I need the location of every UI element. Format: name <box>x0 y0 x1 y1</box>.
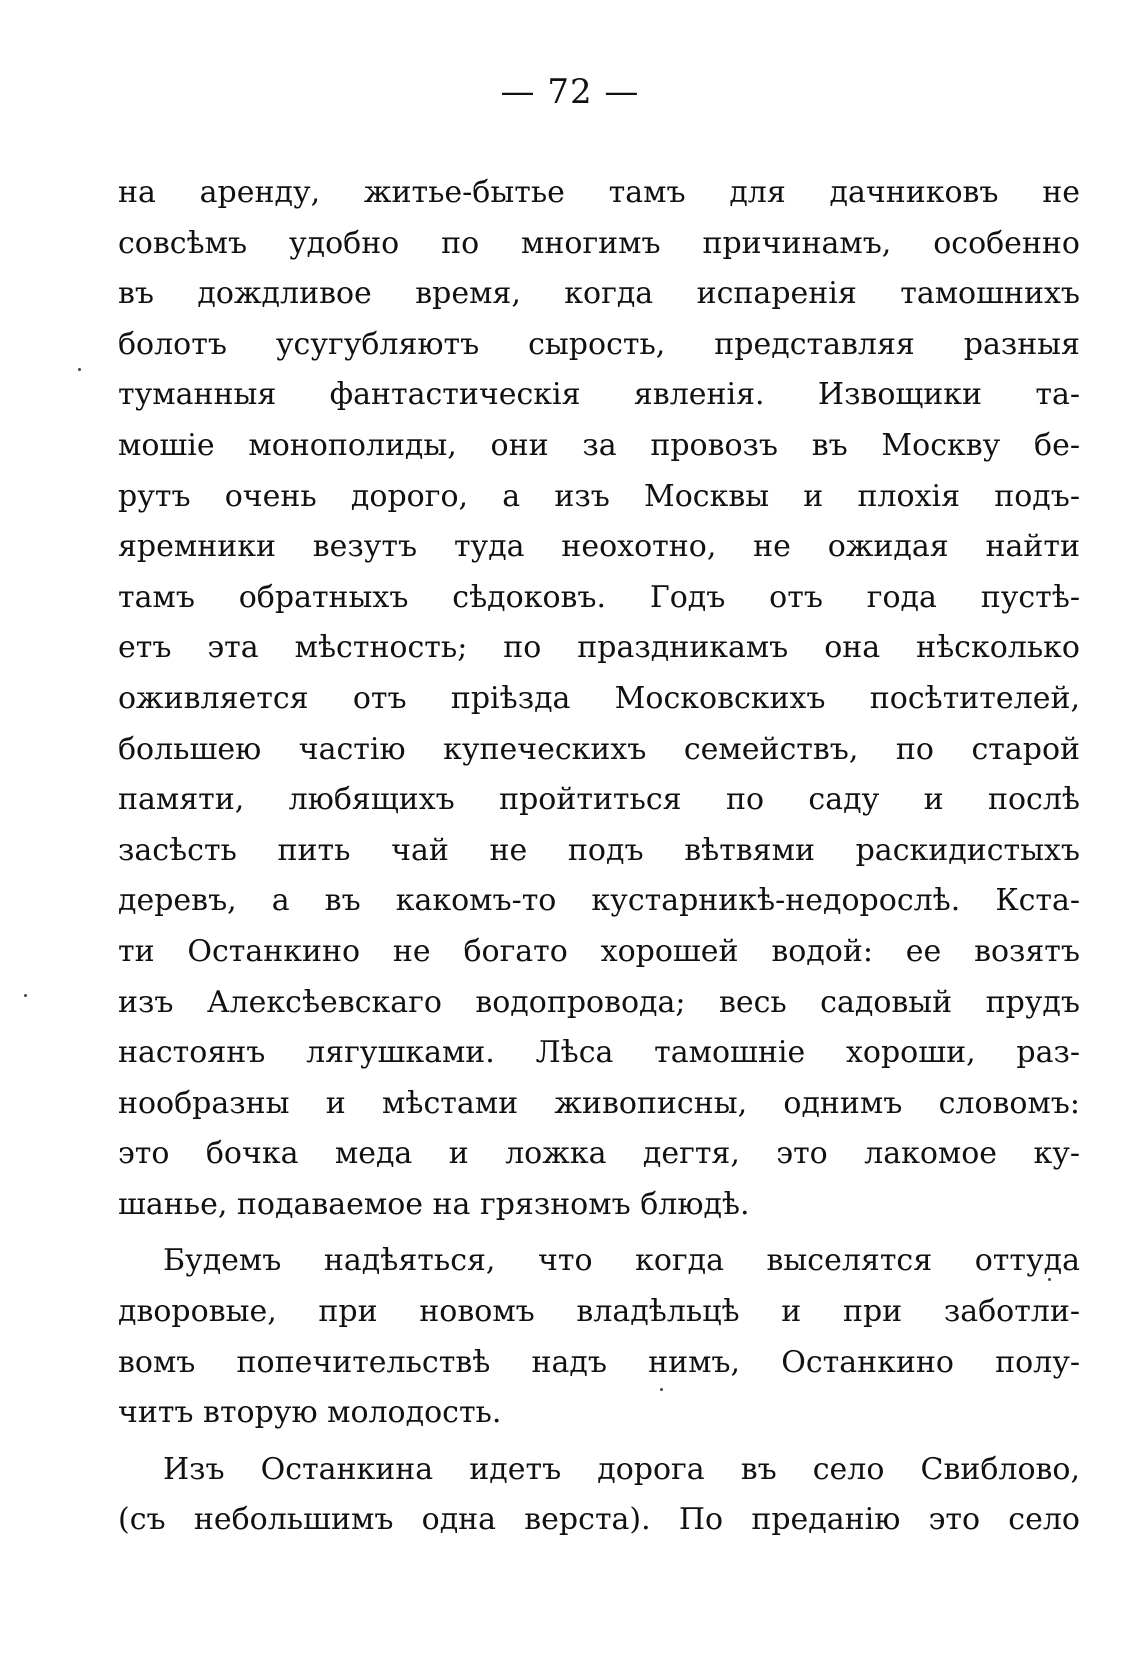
print-speck <box>660 1388 663 1391</box>
text-line: шанье, подаваемое на грязномъ блюдѣ. <box>118 1186 750 1222</box>
page-number: — 72 — <box>500 72 640 112</box>
paragraph-1 <box>118 168 1080 1230</box>
print-speck <box>78 368 81 371</box>
text-line: ти Останкино не богато хорошей водой: ее возятъ <box>118 933 1080 969</box>
text-line: изъ Алексѣевскаго водопровода; весь садовый прудъ <box>118 984 1080 1020</box>
text-line: (съ небольшимъ одна верста). По преданію это село <box>118 1502 1080 1538</box>
text-line: на аренду, житье-бытье тамъ для дачниковъ не <box>118 175 1080 210</box>
text-line: настоянъ лягушками. Лѣса тамошніе хороши, раз- <box>118 1035 1080 1071</box>
text-line: мошіе монополиды, они за провозъ въ Москву бе- <box>118 427 1080 463</box>
text-line: оживляется отъ пріѣзда Московскихъ посѣтителей, <box>118 680 1080 716</box>
text-line: нообразны и мѣстами живописны, однимъ словомъ: <box>118 1085 1080 1121</box>
text-line: яремники везутъ туда неохотно, не ожидая найти <box>118 529 1080 565</box>
body-text <box>118 168 1080 1546</box>
text-line: дворовые, при новомъ владѣльцѣ и при заботли- <box>118 1294 1080 1330</box>
text-line: памяти, любящихъ пройтиться по саду и послѣ <box>118 782 1080 818</box>
text-line: тамъ обратныхъ сѣдоковъ. Годъ отъ года пустѣ- <box>118 579 1080 615</box>
text-line: это бочка меда и ложка дегтя, это лакомое ку- <box>118 1136 1080 1172</box>
text-line: совсѣмъ удобно по многимъ причинамъ, особенно <box>118 225 1080 261</box>
text-line: большею частію купеческихъ семействъ, по старой <box>118 731 1080 767</box>
text-line: деревъ, а въ какомъ-то кустарникѣ-недорослѣ. Кста- <box>118 883 1080 919</box>
paragraph-3 <box>118 1445 1080 1546</box>
text-line: етъ эта мѣстность; по праздникамъ она нѣсколько <box>118 630 1080 666</box>
text-line: туманныя фантастическія явленія. Извощики та- <box>118 377 1080 413</box>
print-speck <box>1048 1278 1051 1281</box>
text-line: рутъ очень дорого, а изъ Москвы и плохія подъ- <box>118 478 1080 514</box>
text-line: Будемъ надѣяться, что когда выселятся оттуда <box>163 1243 1080 1279</box>
text-line: болотъ усугубляютъ сырость, представляя разныя <box>118 326 1080 362</box>
text-line: въ дождливое время, когда испаренія тамошнихъ <box>118 276 1080 312</box>
text-line: засѣсть пить чай не подъ вѣтвями раскидистыхъ <box>118 832 1080 868</box>
print-speck <box>24 994 27 997</box>
text-line: читъ вторую молодость. <box>118 1395 502 1431</box>
text-line: Изъ Останкина идетъ дорога въ село Свиблово, <box>163 1451 1080 1487</box>
text-line: вомъ попечительствѣ надъ нимъ, Останкино полу- <box>118 1344 1080 1380</box>
paragraph-2 <box>118 1236 1080 1438</box>
